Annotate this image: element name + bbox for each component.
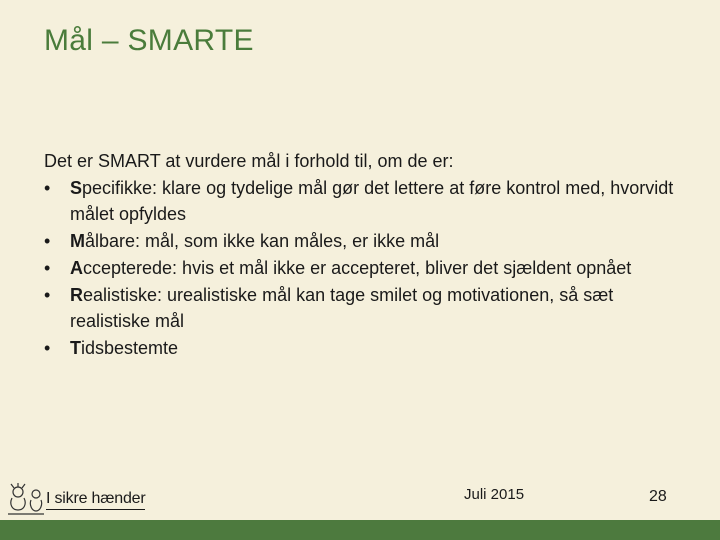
logo-text: I sikre hænder <box>46 490 145 510</box>
list-item <box>44 282 694 334</box>
list-item <box>44 255 694 281</box>
bullet-text: ålbare: mål, som ikke kan måles, er ikke mål <box>85 231 440 251</box>
bullet-icon: • <box>44 258 51 278</box>
list-item <box>44 228 694 254</box>
page-number: 28 <box>649 488 667 505</box>
footer-date: Juli 2015 <box>464 486 525 503</box>
smart-list <box>44 175 694 361</box>
bullet-text: idsbestemte <box>81 338 179 358</box>
bullet-icon: • <box>44 178 51 198</box>
slide-body <box>44 148 694 362</box>
bullet-icon: • <box>44 338 51 358</box>
bullet-text: pecifikke: klare og tydelige mål gør det lettere at føre kontrol med, hvorvidt målet opfyldes <box>70 178 674 224</box>
list-item <box>44 335 694 361</box>
bullet-initial: S <box>70 178 83 198</box>
bullet-text: ccepterede: hvis et mål ikke er accepteret, bliver det sjældent opnået <box>83 258 632 278</box>
bullet-icon: • <box>44 285 51 305</box>
bullet-initial: T <box>70 338 81 358</box>
bullet-icon: • <box>44 231 51 251</box>
list-item <box>44 175 694 227</box>
slide-title: Mål – SMARTE <box>44 24 254 57</box>
bullet-initial: A <box>70 258 83 278</box>
bottom-bar <box>0 520 720 540</box>
intro-text: Det er SMART at vurdere mål i forhold til, om de er: <box>44 151 454 171</box>
bullet-text: ealistiske: urealistiske mål kan tage smilet og motivationen, så sæt realistiske mål <box>70 285 614 331</box>
bullet-initial: R <box>70 285 83 305</box>
bullet-initial: M <box>70 231 85 251</box>
